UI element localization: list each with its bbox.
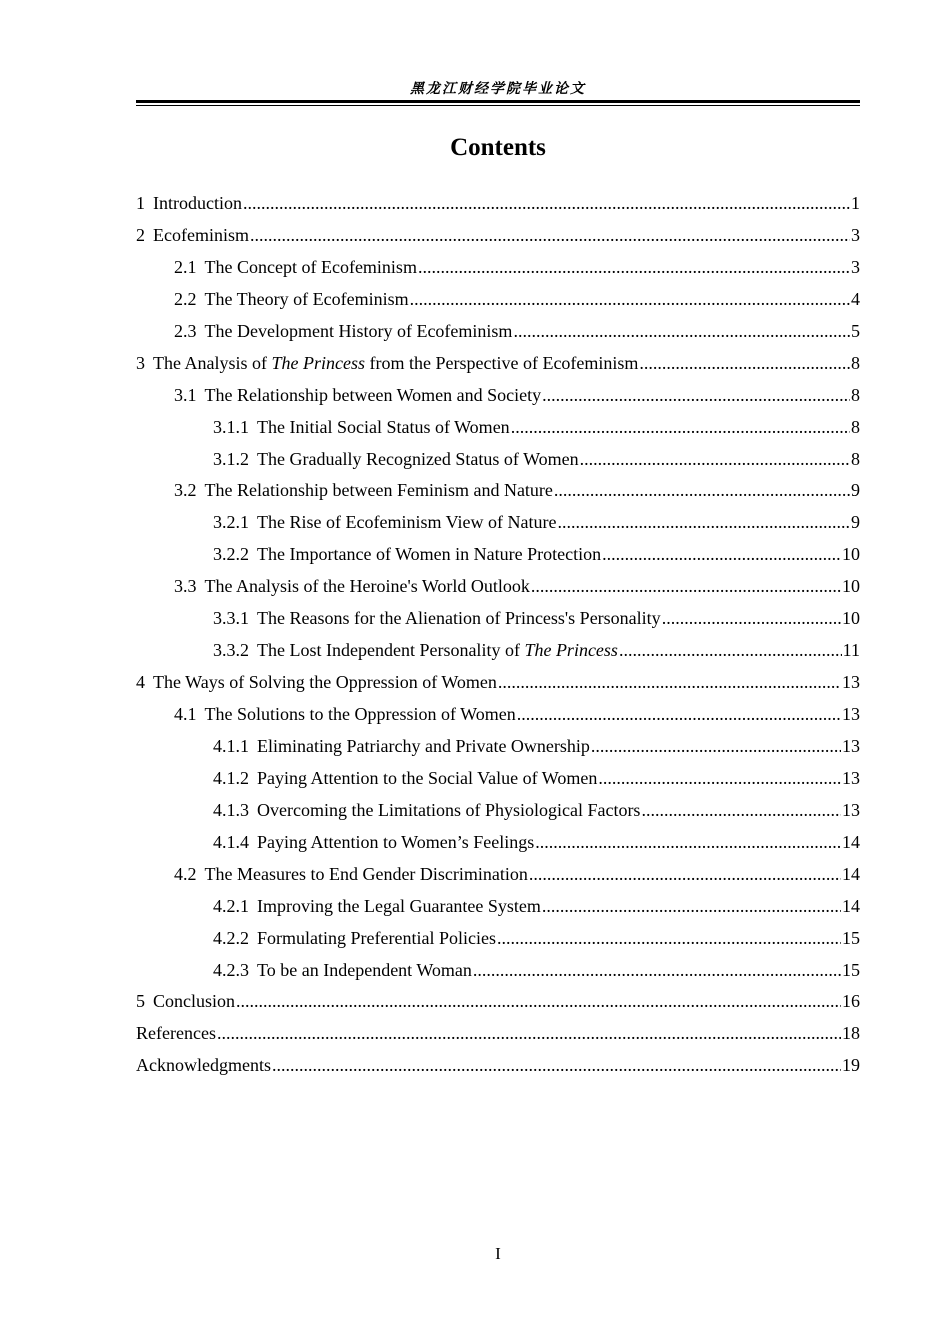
toc-entry-number: 1 <box>136 193 145 213</box>
toc-dot-leader <box>580 449 850 470</box>
toc-dot-leader <box>558 512 850 533</box>
toc-entry-page: 15 <box>842 959 860 980</box>
toc-entry-label: The Rise of Ecofeminism View of Nature <box>257 512 557 533</box>
toc-entry-number: 3.1.1 <box>213 416 249 437</box>
toc-entry-label-title: The Princess <box>271 352 365 373</box>
toc-entry-label: The Development History of Ecofeminism <box>204 320 513 341</box>
toc-entry[interactable] <box>136 800 860 832</box>
toc-entry[interactable] <box>136 289 860 321</box>
toc-dot-leader <box>591 736 841 757</box>
toc-entry-page: 10 <box>842 608 860 629</box>
toc-dot-leader <box>602 544 841 565</box>
toc-entry-page: 4 <box>851 288 860 309</box>
toc-dot-leader <box>542 896 841 917</box>
toc-entry[interactable] <box>136 353 860 385</box>
toc-dot-leader <box>410 289 850 310</box>
toc-dot-leader <box>535 832 841 853</box>
toc-entry-label: Formulating Preferential Policies <box>257 927 496 948</box>
toc-entry-page: 3 <box>851 256 860 277</box>
toc-entry-page: 18 <box>842 1023 860 1044</box>
toc-dot-leader <box>272 1055 841 1076</box>
toc-entry-number: 3.1 <box>174 384 197 405</box>
toc-entry[interactable] <box>136 864 860 896</box>
toc-dot-leader <box>511 417 850 438</box>
toc-dot-leader <box>554 480 850 501</box>
toc-entry-label: The Gradually Recognized Status of Women <box>257 448 579 469</box>
toc-entry-label-text: The Analysis of <box>153 352 272 373</box>
toc-dot-leader <box>542 385 850 406</box>
toc-entry[interactable] <box>136 385 860 417</box>
toc-entry-label: The Analysis of the Heroine's World Outlook <box>204 576 530 597</box>
page-title: Contents <box>450 134 546 161</box>
toc-dot-leader <box>250 225 850 246</box>
toc-entry-label: Paying Attention to Women’s Feelings <box>257 831 535 852</box>
running-header: 黑龙江财经学院毕业论文 <box>410 81 586 97</box>
toc-dot-leader <box>498 672 841 693</box>
toc-entry-number: 3.3.1 <box>213 608 249 629</box>
toc-dot-leader <box>619 640 842 661</box>
toc-entry-page: 13 <box>842 799 860 820</box>
toc-entry[interactable] <box>136 449 860 481</box>
toc-entry[interactable] <box>136 768 860 800</box>
toc-dot-leader <box>598 768 841 789</box>
toc-entry-number: 2.3 <box>174 320 197 341</box>
toc-entry-number: 4.1 <box>174 704 197 724</box>
toc-entry[interactable] <box>136 257 860 289</box>
toc-entry-label: Improving the Legal Guarantee System <box>257 895 541 916</box>
toc-entry-page: 5 <box>851 320 860 341</box>
toc-entry-number: 3.2 <box>174 480 197 501</box>
toc-dot-leader <box>236 991 841 1012</box>
toc-entry-number: 3.3.2 <box>213 640 249 661</box>
toc-entry-label: The Measures to End Gender Discrimination <box>204 863 528 884</box>
toc-entry-label-text: The Lost Independent Personality of <box>257 640 525 661</box>
toc-entry[interactable] <box>136 672 860 704</box>
toc-entry-number: 4.2.2 <box>213 927 249 948</box>
toc-dot-leader <box>639 353 850 374</box>
toc-entry-label: The Concept of Ecofeminism <box>204 256 417 277</box>
header-rule-thin <box>136 105 860 106</box>
toc-entry-number: 3.1.2 <box>213 448 249 469</box>
toc-entry-number: 3.3 <box>174 576 197 597</box>
toc-entry-label: Overcoming the Limitations of Physiological Factors <box>257 799 641 820</box>
toc-entry-number: 2.2 <box>174 288 197 309</box>
toc-entry[interactable] <box>136 832 860 864</box>
toc-entry-page: 14 <box>842 863 860 884</box>
toc-entry-page: 14 <box>842 831 860 852</box>
toc-entry-page: 8 <box>851 448 860 469</box>
header-rule-thick <box>136 100 860 103</box>
toc-entry-page: 8 <box>851 352 860 373</box>
toc-entry-label: Paying Attention to the Social Value of Women <box>257 767 598 788</box>
toc-entry[interactable] <box>136 928 860 960</box>
toc-entry[interactable] <box>136 960 860 992</box>
toc-entry-page: 11 <box>842 640 860 661</box>
toc-entry-label: The Importance of Women in Nature Protection <box>257 544 602 565</box>
toc-entry-label: References <box>136 1023 216 1044</box>
toc-entry-page: 1 <box>851 193 860 213</box>
toc-entry[interactable] <box>136 704 860 736</box>
toc-entry-number: 4.1.1 <box>213 735 249 756</box>
toc-entry-number: 4.1.3 <box>213 799 249 820</box>
toc-entry-label: The Reasons for the Alienation of Princess's Personality <box>257 608 661 629</box>
table-of-contents <box>136 193 860 1087</box>
toc-entry-number: 2.1 <box>174 256 197 277</box>
toc-dot-leader <box>473 960 841 981</box>
toc-entry-number: 2 <box>136 224 145 245</box>
toc-entry-label: The Relationship between Feminism and Nature <box>204 480 553 501</box>
toc-entry-page: 13 <box>842 767 860 788</box>
toc-entry-label-title: The Princess <box>524 640 618 661</box>
toc-entry-page: 14 <box>842 895 860 916</box>
toc-entry-label: To be an Independent Woman <box>257 959 472 980</box>
toc-entry-number: 4.2.1 <box>213 895 249 916</box>
toc-entry[interactable] <box>136 640 860 672</box>
toc-dot-leader <box>529 864 841 885</box>
toc-entry[interactable] <box>136 544 860 576</box>
toc-entry-label: The Ways of Solving the Oppression of Women <box>153 672 497 693</box>
toc-entry-number: 5 <box>136 991 145 1012</box>
toc-dot-leader <box>531 576 841 597</box>
toc-entry-label: Acknowledgments <box>136 1055 271 1076</box>
toc-dot-leader <box>418 257 850 278</box>
toc-entry-number: 4 <box>136 672 145 693</box>
toc-entry-page: 13 <box>842 735 860 756</box>
toc-entry-page: 13 <box>842 704 860 724</box>
toc-entry[interactable] <box>136 193 860 225</box>
toc-entry-page: 10 <box>842 576 860 597</box>
toc-entry-label: Ecofeminism <box>153 224 249 245</box>
toc-entry-number: 4.2 <box>174 863 197 884</box>
toc-entry-label: Introduction <box>153 193 242 213</box>
toc-entry-number: 4.1.4 <box>213 831 249 852</box>
toc-entry-page: 10 <box>842 544 860 565</box>
toc-entry-page: 15 <box>842 927 860 948</box>
toc-entry[interactable] <box>136 991 860 1023</box>
toc-entry[interactable] <box>136 321 860 353</box>
toc-entry[interactable] <box>136 1023 860 1055</box>
toc-entry-page: 3 <box>851 224 860 245</box>
toc-entry-label: The Solutions to the Oppression of Women <box>204 704 516 724</box>
toc-dot-leader <box>662 608 841 629</box>
toc-entry-page: 19 <box>842 1055 860 1076</box>
toc-entry-label <box>257 640 618 661</box>
toc-entry[interactable] <box>136 480 860 512</box>
toc-entry-label <box>153 353 638 374</box>
toc-entry-label: Eliminating Patriarchy and Private Ownership <box>257 735 590 756</box>
toc-entry-number: 3.2.2 <box>213 544 249 565</box>
toc-entry[interactable] <box>136 576 860 608</box>
toc-entry-label-text: from the Perspective of Ecofeminism <box>365 352 639 373</box>
toc-entry-label: The Relationship between Women and Society <box>204 384 542 405</box>
toc-entry-number: 4.1.2 <box>213 767 249 788</box>
toc-entry[interactable] <box>136 512 860 544</box>
page-number: I <box>495 1244 501 1263</box>
toc-dot-leader <box>513 321 850 342</box>
toc-dot-leader <box>217 1023 841 1044</box>
toc-dot-leader <box>641 800 841 821</box>
toc-entry-page: 8 <box>851 416 860 437</box>
toc-entry-number: 3 <box>136 352 145 373</box>
toc-entry[interactable] <box>136 225 860 257</box>
toc-entry-label: Conclusion <box>153 991 236 1012</box>
toc-entry[interactable] <box>136 1055 860 1087</box>
toc-entry-page: 13 <box>842 672 860 693</box>
toc-dot-leader <box>243 193 850 214</box>
toc-entry[interactable] <box>136 608 860 640</box>
toc-entry-number: 3.2.1 <box>213 512 249 533</box>
toc-entry-label: The Initial Social Status of Women <box>257 416 510 437</box>
toc-entry[interactable] <box>136 417 860 449</box>
toc-entry-page: 8 <box>851 384 860 405</box>
toc-entry-page: 16 <box>842 991 860 1012</box>
toc-entry[interactable] <box>136 896 860 928</box>
toc-entry-label: The Theory of Ecofeminism <box>204 288 409 309</box>
toc-entry[interactable] <box>136 736 860 768</box>
toc-dot-leader <box>497 928 841 949</box>
toc-dot-leader <box>517 704 841 725</box>
toc-entry-page: 9 <box>851 512 860 533</box>
toc-entry-page: 9 <box>851 480 860 501</box>
toc-entry-number: 4.2.3 <box>213 959 249 980</box>
